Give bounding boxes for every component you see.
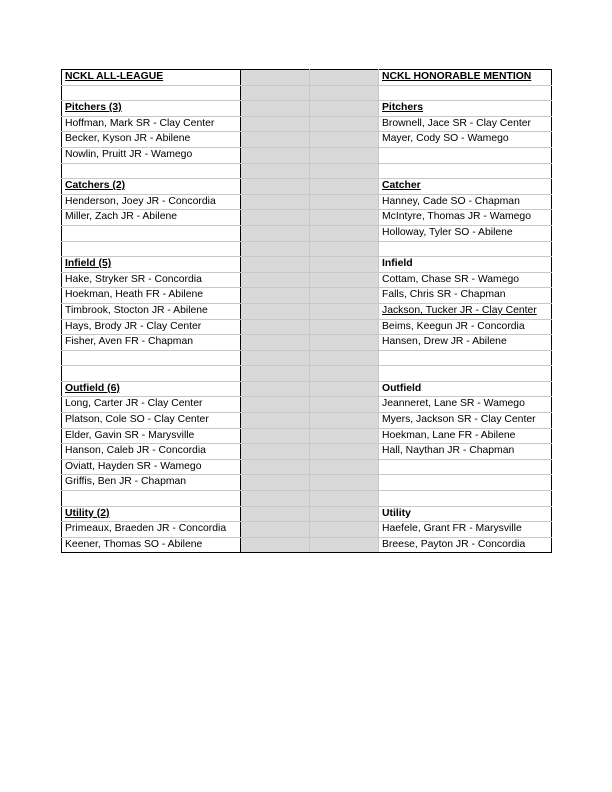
honorable-mention-cell[interactable]: Outfield [379,381,552,397]
honorable-mention-cell[interactable] [379,459,552,475]
spacer-cell [310,319,379,335]
table-row [62,522,552,538]
all-league-cell[interactable]: Becker, Kyson JR - Abilene [62,132,241,148]
table-row [62,444,552,460]
all-league-cell[interactable]: Catchers (2) [62,179,241,195]
honorable-mention-cell[interactable] [379,475,552,491]
all-league-cell[interactable]: Primeaux, Braeden JR - Concordia [62,522,241,538]
table-row [62,147,552,163]
all-league-cell[interactable]: NCKL ALL-LEAGUE [62,70,241,86]
spacer-cell [241,225,310,241]
honorable-mention-cell[interactable] [379,491,552,507]
spacer-cell [310,101,379,117]
honorable-mention-cell[interactable]: Pitchers [379,101,552,117]
table-row [62,225,552,241]
all-league-cell[interactable] [62,241,241,257]
spacer-cell [241,491,310,507]
spacer-cell [241,179,310,195]
all-league-cell[interactable]: Timbrook, Stocton JR - Abilene [62,303,241,319]
spacer-cell [241,335,310,351]
spacer-cell [310,116,379,132]
all-league-cell[interactable]: Hake, Stryker SR - Concordia [62,272,241,288]
all-league-cell[interactable]: Infield (5) [62,257,241,273]
table-row [62,288,552,304]
all-league-cell[interactable] [62,366,241,382]
all-league-cell[interactable]: Platson, Cole SO - Clay Center [62,413,241,429]
honorable-mention-cell[interactable] [379,350,552,366]
table-row [62,272,552,288]
table-row [62,335,552,351]
honorable-mention-cell[interactable]: Cottam, Chase SR - Wamego [379,272,552,288]
honorable-mention-cell[interactable] [379,366,552,382]
spacer-cell [241,537,310,553]
all-league-cell[interactable] [62,491,241,507]
spacer-cell [310,475,379,491]
spacer-cell [241,116,310,132]
all-league-cell[interactable]: Long, Carter JR - Clay Center [62,397,241,413]
spacer-cell [241,413,310,429]
table-row [62,319,552,335]
spacer-cell [241,366,310,382]
honorable-mention-cell[interactable]: Breese, Payton JR - Concordia [379,537,552,553]
spacer-cell [310,413,379,429]
spacer-cell [310,428,379,444]
honorable-mention-cell[interactable]: Jackson, Tucker JR - Clay Center [379,303,552,319]
honorable-mention-cell[interactable]: Myers, Jackson SR - Clay Center [379,413,552,429]
honorable-mention-cell[interactable]: Hansen, Drew JR - Abilene [379,335,552,351]
table-row [62,506,552,522]
table-row [62,132,552,148]
table-row [62,163,552,179]
spacer-cell [310,70,379,86]
spacer-cell [310,132,379,148]
all-league-cell[interactable]: Fisher, Aven FR - Chapman [62,335,241,351]
honorable-mention-cell[interactable]: Haefele, Grant FR - Marysville [379,522,552,538]
all-league-cell[interactable]: Hoffman, Mark SR - Clay Center [62,116,241,132]
spacer-cell [310,210,379,226]
table-row [62,303,552,319]
all-league-cell[interactable]: Hays, Brody JR - Clay Center [62,319,241,335]
honorable-mention-cell[interactable]: Holloway, Tyler SO - Abilene [379,225,552,241]
spacer-cell [241,444,310,460]
spacer-cell [310,506,379,522]
all-league-cell[interactable]: Hoekman, Heath FR - Abilene [62,288,241,304]
sheet-body [62,70,552,553]
all-league-cell[interactable]: Elder, Gavin SR - Marysville [62,428,241,444]
honorable-mention-cell[interactable] [379,85,552,101]
spacer-cell [241,303,310,319]
table-row [62,101,552,117]
table-row [62,428,552,444]
spacer-cell [310,85,379,101]
table-row [62,413,552,429]
honorable-mention-cell[interactable]: Hall, Naythan JR - Chapman [379,444,552,460]
spacer-cell [241,101,310,117]
honorable-mention-cell[interactable]: Utility [379,506,552,522]
spacer-cell [241,459,310,475]
spacer-cell [310,241,379,257]
all-league-cell[interactable]: Keener, Thomas SO - Abilene [62,537,241,553]
spacer-cell [310,179,379,195]
table-row [62,491,552,507]
spacer-cell [310,366,379,382]
honorable-mention-cell[interactable]: Hoekman, Lane FR - Abilene [379,428,552,444]
spacer-cell [241,147,310,163]
spacer-cell [310,381,379,397]
spacer-cell [310,537,379,553]
table-row [62,194,552,210]
all-league-cell[interactable]: Pitchers (3) [62,101,241,117]
spacer-cell [241,210,310,226]
table-row [62,350,552,366]
honorable-mention-cell[interactable]: Beims, Keegun JR - Concordia [379,319,552,335]
table-row [62,116,552,132]
spacer-cell [310,163,379,179]
spacer-cell [310,522,379,538]
spacer-cell [310,147,379,163]
spacer-cell [310,491,379,507]
spacer-cell [241,241,310,257]
honorable-mention-cell[interactable] [379,163,552,179]
spacer-cell [310,194,379,210]
all-league-cell[interactable]: Henderson, Joey JR - Concordia [62,194,241,210]
spacer-cell [310,272,379,288]
honorable-mention-cell[interactable]: Infield [379,257,552,273]
spacer-cell [310,459,379,475]
honorable-mention-cell[interactable] [379,241,552,257]
spacer-cell [241,381,310,397]
spacer-cell [241,506,310,522]
spacer-cell [241,70,310,86]
all-league-cell[interactable]: Hanson, Caleb JR - Concordia [62,444,241,460]
table-row [62,475,552,491]
table-row [62,210,552,226]
all-league-cell[interactable]: Outfield (6) [62,381,241,397]
all-league-cell[interactable] [62,225,241,241]
honorable-mention-cell[interactable] [379,147,552,163]
spacer-cell [241,350,310,366]
all-league-cell[interactable]: Oviatt, Hayden SR - Wamego [62,459,241,475]
spacer-cell [310,335,379,351]
spacer-cell [241,163,310,179]
table-row [62,85,552,101]
spacer-cell [310,288,379,304]
table-row [62,537,552,553]
table-row [62,241,552,257]
honorable-mention-cell[interactable]: Brownell, Jace SR - Clay Center [379,116,552,132]
spacer-cell [241,475,310,491]
table-row [62,70,552,86]
spacer-cell [310,444,379,460]
table-row [62,381,552,397]
honorable-mention-cell[interactable]: NCKL HONORABLE MENTION [379,70,552,86]
all-league-cell[interactable] [62,85,241,101]
all-league-cell[interactable] [62,350,241,366]
spacer-cell [241,194,310,210]
all-league-sheet [61,69,552,553]
spacer-cell [241,257,310,273]
table-row [62,397,552,413]
spacer-cell [241,319,310,335]
table-row [62,366,552,382]
spacer-cell [310,257,379,273]
spacer-cell [310,303,379,319]
honorable-mention-cell[interactable]: Hanney, Cade SO - Chapman [379,194,552,210]
all-league-cell[interactable]: Utility (2) [62,506,241,522]
all-league-cell[interactable]: Griffis, Ben JR - Chapman [62,475,241,491]
spacer-cell [241,132,310,148]
spacer-cell [241,288,310,304]
spacer-cell [241,397,310,413]
spacer-cell [310,225,379,241]
honorable-mention-cell[interactable]: McIntyre, Thomas JR - Wamego [379,210,552,226]
spacer-cell [310,350,379,366]
honorable-mention-cell[interactable]: Jeanneret, Lane SR - Wamego [379,397,552,413]
honorable-mention-cell[interactable]: Mayer, Cody SO - Wamego [379,132,552,148]
spacer-cell [241,522,310,538]
spacer-cell [241,272,310,288]
table-row [62,179,552,195]
honorable-mention-cell[interactable]: Falls, Chris SR - Chapman [379,288,552,304]
table-row [62,459,552,475]
all-league-cell[interactable]: Miller, Zach JR - Abilene [62,210,241,226]
spacer-cell [310,397,379,413]
spacer-cell [241,428,310,444]
all-league-cell[interactable]: Nowlin, Pruitt JR - Wamego [62,147,241,163]
table-row [62,257,552,273]
spacer-cell [241,85,310,101]
all-league-cell[interactable] [62,163,241,179]
honorable-mention-cell[interactable]: Catcher [379,179,552,195]
